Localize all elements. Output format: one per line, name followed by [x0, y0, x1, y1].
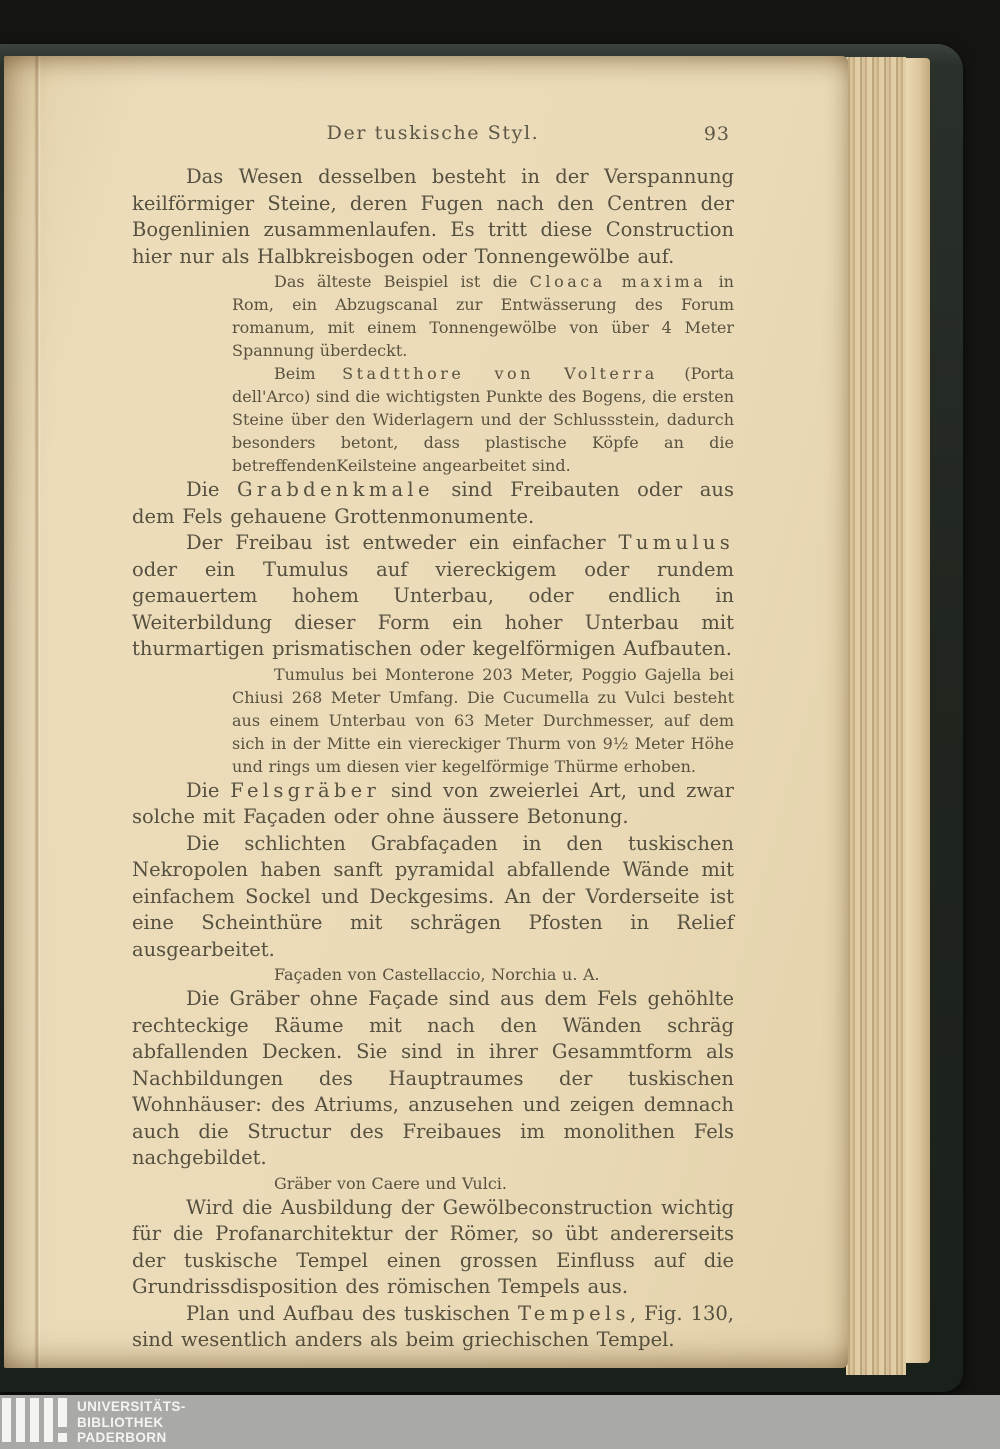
- note-paragraph: Beim Stadtthore von Volterra (Porta dell'Arco) sind die wichtigsten Punkte des Bogens, die ersten Steine über den Widerlagern und der Schlussstein, dadurch besonders betont, dass plastische Köpfe an die betreffendenKeilsteine angearbeitet sind.: [232, 364, 735, 475]
- body-text: [132, 164, 734, 1354]
- page-number: 93: [703, 123, 730, 145]
- body-paragraph: Die Grabdenkmale sind Freibauten oder aus dem Fels gehauene Grottenmonumente.: [132, 478, 734, 528]
- ub-paderborn-logo: [2, 1398, 186, 1446]
- logo-bars-icon: [2, 1398, 67, 1444]
- note-paragraph: Das älteste Beispiel ist die Cloaca maxima in Rom, ein Abzugscanal zur Entwässerung des Forum romanum, mit einem Tonnengewölbe von über 4 Meter Spannung überdeckt.: [232, 272, 734, 360]
- logo-text-line: BIBLIOTHEK: [77, 1414, 164, 1430]
- page-header: [132, 122, 734, 148]
- body-paragraph: Plan und Aufbau des tuskischen Tempels, Fig. 130, sind wesentlich anders als beim griechischen Tempel.: [132, 1301, 734, 1351]
- running-title: Der tuskische Styl.: [326, 122, 540, 144]
- note-paragraph: Gräber von Caere und Vulci.: [274, 1173, 507, 1193]
- logo-text-line: PADERBORN: [77, 1430, 167, 1445]
- library-watermark-banner: [0, 1395, 1000, 1449]
- note-paragraph: Tumulus bei Monterone 203 Meter, Poggio Gajella bei Chiusi 268 Meter Umfang. Die Cucumella zu Vulci besteht aus einem Unterbau von 63 Meter Durchmesser, auf dem sich in der Mitte ein viereckiger Thurm von 9½ Meter Höhe und rings um diesen vier kegelförmige Thürme erhoben.: [232, 664, 734, 776]
- note-paragraph: Façaden von Castellaccio, Norchia u. A.: [274, 965, 600, 984]
- logo-bar: [44, 1398, 53, 1442]
- logo-text: [77, 1398, 186, 1446]
- logo-bar: [2, 1398, 11, 1442]
- text-column: [132, 56, 734, 1354]
- body-paragraph: Das Wesen desselben besteht in der Verspannung keilförmiger Steine, deren Fugen nach den Centren der Bogenlinien zusammenlaufen. Es tritt diese Construction hier nur als Halbkreisbogen oder Tonnengewölbe auf.: [132, 165, 734, 268]
- logo-bar: [16, 1398, 25, 1442]
- page-edges: [846, 57, 906, 1375]
- body-paragraph: Die schlichten Grabfaçaden in den tuskischen Nekropolen haben sanft pyramidal abfallende Wände mit einfachem Sockel und Deckgesims. An der Vorderseite ist eine Scheinthüre mit schrägen Pfosten in Relief ausgearbeitet.: [132, 831, 734, 961]
- body-paragraph: Die Felsgräber sind von zweierlei Art, und zwar solche mit Façaden oder ohne äussere Betonung.: [132, 778, 735, 828]
- body-paragraph: Die Gräber ohne Façade sind aus dem Fels gehöhlte rechteckige Räume mit nach den Wänden schräg abfallenden Decken. Sie sind in ihrer Gesammtform als Nachbildungen des Hauptraumes der tuskischen Wohnhäuser: des Atriums, anzusehen und zeigen demnach auch die Structur des Freibaues im monolithen Fels nachgebildet.: [132, 987, 734, 1169]
- body-paragraph: Der Freibau ist entweder ein einfacher Tumulus oder ein Tumulus auf viereckigem oder rundem gemauertem hohem Unterbau, oder endlich in Weiterbildung dieser Form ein hoher Unterbau mit thurmartigen prismatischen oder kegelförmigen Aufbauten.: [132, 531, 734, 660]
- logo-bar: [30, 1398, 39, 1442]
- gutter-crease: [34, 56, 41, 1368]
- book-page: [4, 56, 848, 1368]
- body-paragraph: Wird die Ausbildung der Gewölbeconstruction wichtig für die Profanarchitektur der Römer, so übt andererseits der tuskische Tempel einen grossen Einfluss auf die Grundrissdisposition des römischen Tempels aus.: [132, 1195, 734, 1298]
- logo-text-line: UNIVERSITÄTS-: [77, 1399, 186, 1414]
- logo-exclamation-bar: [58, 1398, 67, 1427]
